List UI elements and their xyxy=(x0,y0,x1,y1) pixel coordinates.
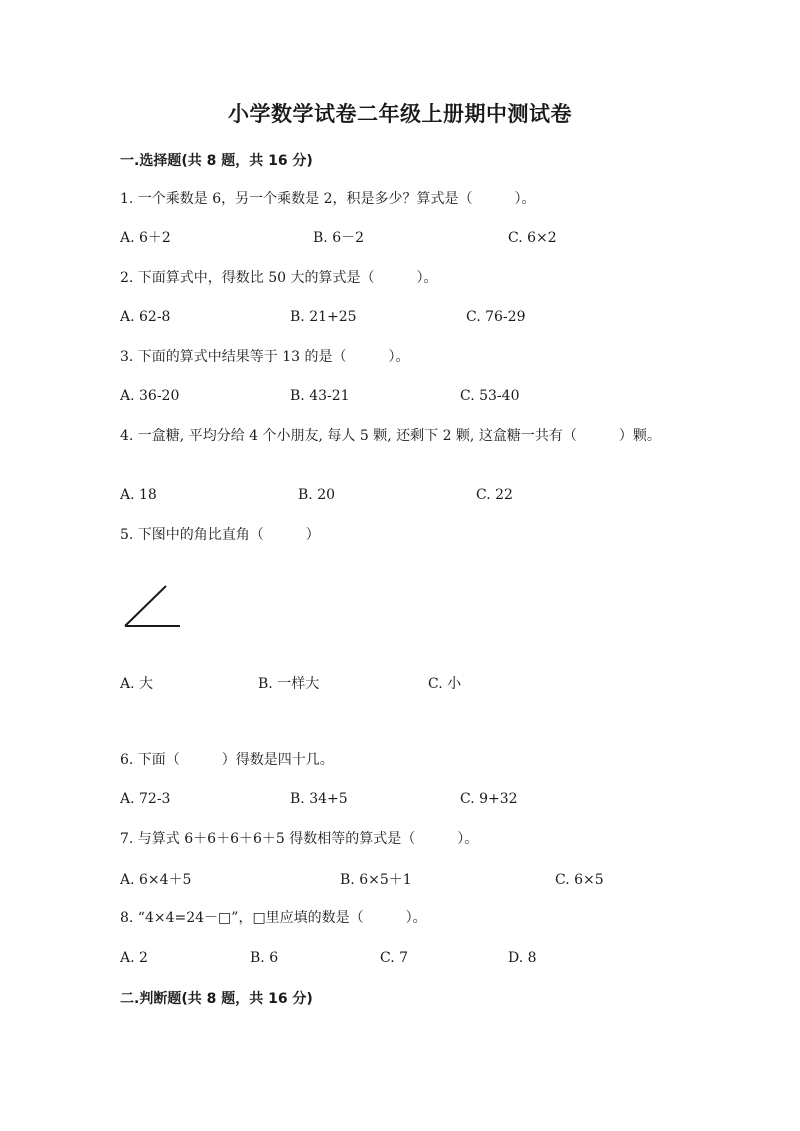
question-4-option-b: B. 20 xyxy=(298,487,336,503)
question-2: 2. 下面算式中，得数比 50 大的算式是（ ）。 xyxy=(120,270,438,286)
question-8: 8. “4×4=24－□”，□里应填的数是（ ）。 xyxy=(120,910,427,926)
question-6-option-b: B. 34+5 xyxy=(290,791,348,807)
question-1-option-a: A. 6＋2 xyxy=(120,230,171,246)
section-heading-choice: 一.选择题(共 8 题，共 16 分) xyxy=(120,153,313,169)
question-1-option-b: B. 6－2 xyxy=(313,230,365,246)
question-6-option-a: A. 72-3 xyxy=(120,791,171,807)
question-8-option-c: C. 7 xyxy=(380,950,409,966)
question-6: 6. 下面（ ）得数是四十几。 xyxy=(120,752,334,768)
question-3: 3. 下面的算式中结果等于 13 的是（ ）。 xyxy=(120,349,410,365)
page-title: 小学数学试卷二年级上册期中测试卷 xyxy=(228,102,572,126)
question-7-option-b: B. 6×5＋1 xyxy=(340,872,412,888)
angle-ray-slanted xyxy=(125,586,166,626)
question-5-option-a: A. 大 xyxy=(120,676,154,692)
question-3-option-a: A. 36-20 xyxy=(120,388,180,404)
question-5: 5. 下图中的角比直角（ ） xyxy=(120,527,320,543)
question-3-option-c: C. 53-40 xyxy=(460,388,520,404)
question-5-option-c: C. 小 xyxy=(428,676,462,692)
question-8-option-d: D. 8 xyxy=(508,950,537,966)
question-6-option-c: C. 9+32 xyxy=(460,791,518,807)
question-2-option-b: B. 21+25 xyxy=(290,309,357,325)
question-2-option-a: A. 62-8 xyxy=(120,309,171,325)
question-4-option-a: A. 18 xyxy=(120,487,157,503)
question-1: 1. 一个乘数是 6，另一个乘数是 2，积是多少？算式是（ ）。 xyxy=(120,191,536,207)
question-4: 4. 一盒糖, 平均分给 4 个小朋友, 每人 5 颗, 还剩下 2 颗, 这盒糖一共有（ ）颗。 xyxy=(120,428,661,444)
question-5-option-b: B. 一样大 xyxy=(258,676,320,692)
question-8-option-b: B. 6 xyxy=(250,950,279,966)
question-7-option-c: C. 6×5 xyxy=(555,872,604,888)
section-heading-judgment: 二.判断题(共 8 题，共 16 分) xyxy=(120,991,313,1007)
question-8-option-a: A. 2 xyxy=(120,950,148,966)
question-4-option-c: C. 22 xyxy=(476,487,513,503)
acute-angle-figure xyxy=(120,580,190,632)
question-1-option-c: C. 6×2 xyxy=(508,230,557,246)
question-3-option-b: B. 43-21 xyxy=(290,388,350,404)
question-7: 7. 与算式 6＋6＋6＋6＋5 得数相等的算式是（ ）。 xyxy=(120,831,479,847)
question-7-option-a: A. 6×4＋5 xyxy=(120,872,192,888)
question-2-option-c: C. 76-29 xyxy=(466,309,526,325)
